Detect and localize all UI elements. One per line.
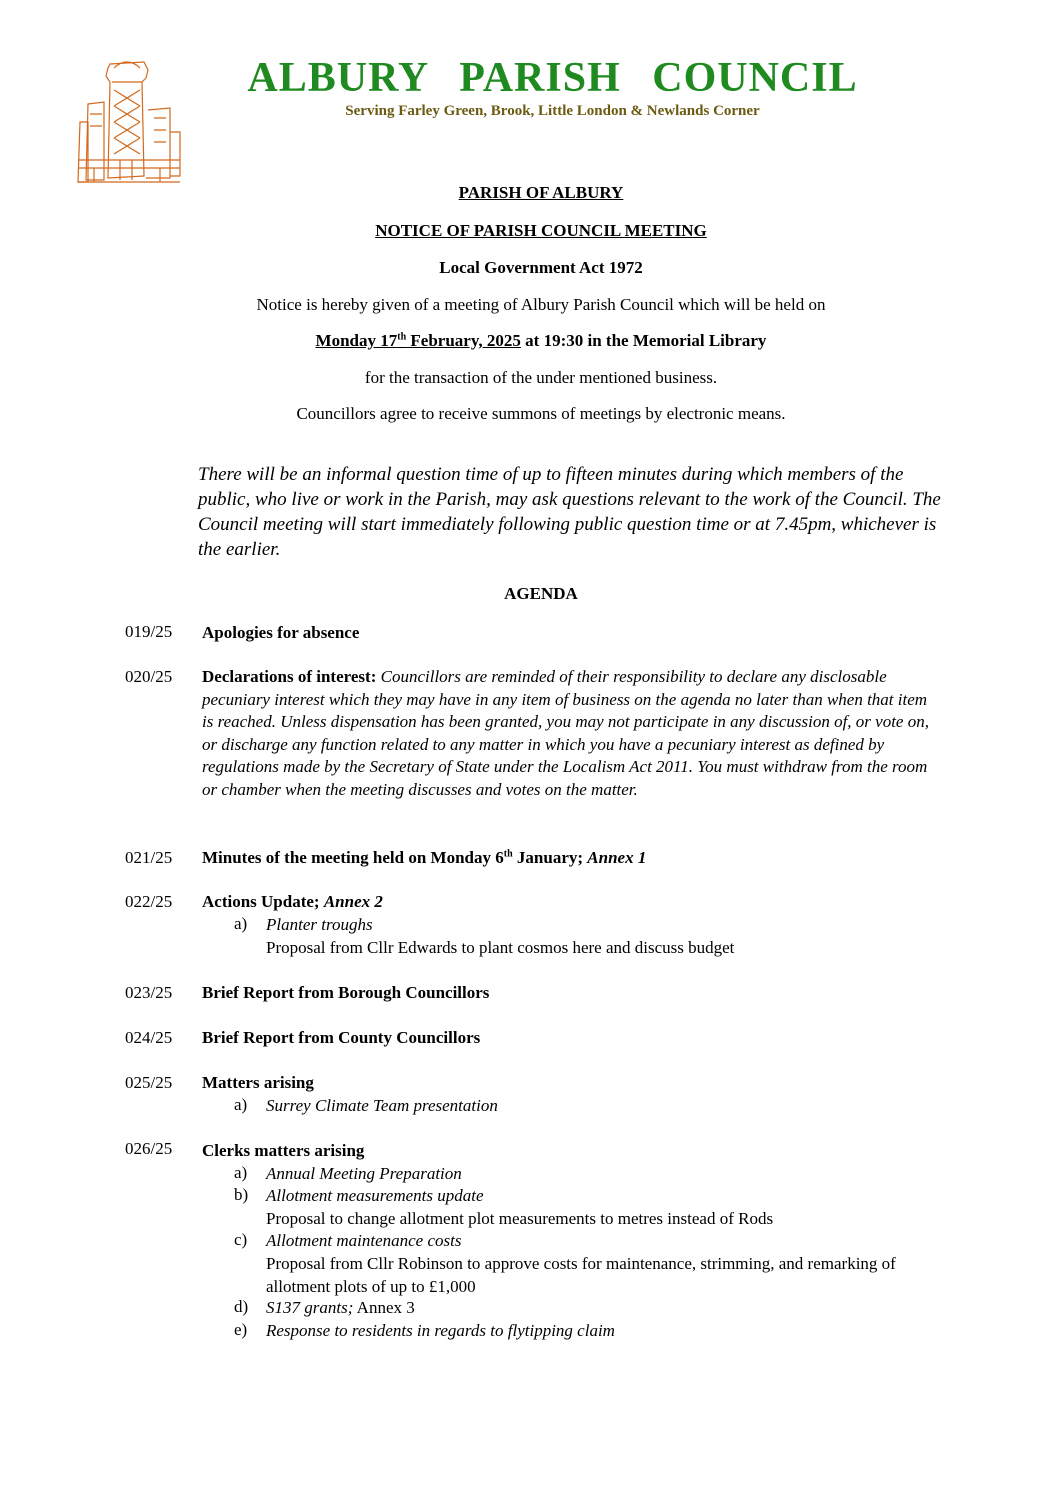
sub-letter: c) bbox=[234, 1230, 248, 1249]
sub-item-title: Surrey Climate Team presentation bbox=[266, 1096, 498, 1115]
item-number: 025/25 bbox=[125, 1073, 173, 1092]
meeting-date: Monday 17th February, 2025 at 19:30 in the Memorial Library bbox=[315, 331, 767, 350]
sub-item-title: Annual Meeting Preparation bbox=[266, 1164, 462, 1183]
item-title: Clerks matters arising bbox=[202, 1141, 365, 1160]
sub-item-text: Proposal to change allotment plot measurements to metres instead of Rods bbox=[266, 1209, 774, 1228]
sub-letter: e) bbox=[234, 1320, 248, 1339]
item-title: Matters arising bbox=[202, 1073, 314, 1092]
parish-heading: PARISH OF ALBURY bbox=[458, 183, 624, 202]
sub-letter: d) bbox=[234, 1297, 249, 1316]
question-time-note: There will be an informal question time of up to fifteen minutes during which members of the public, who live or work in the Parish, may ask questions relevant to the work of the Council. The Council meeting will start immediately following public question time or at 7.45pm, whichever is the earlier. bbox=[198, 464, 941, 560]
sub-letter: b) bbox=[234, 1185, 249, 1204]
sub-item-text: Proposal from Cllr Edwards to plant cosmos here and discuss budget bbox=[266, 938, 735, 957]
notice-intro: Notice is hereby given of a meeting of Albury Parish Council which will be held on bbox=[256, 295, 826, 314]
agenda-heading: AGENDA bbox=[504, 584, 578, 603]
minutes-item: Minutes of the meeting held on Monday 6th January; Annex 1 bbox=[202, 848, 647, 867]
notice-heading: NOTICE OF PARISH COUNCIL MEETING bbox=[375, 221, 707, 240]
albury-chimney-logo bbox=[74, 56, 184, 186]
sub-letter: a) bbox=[234, 1163, 248, 1182]
sub-item-title: Response to residents in regards to flytipping claim bbox=[266, 1321, 615, 1340]
sub-item-text: Proposal from Cllr Robinson to approve costs for maintenance, strimming, and remarking of allotment plots of up to £1,000 bbox=[266, 1254, 896, 1296]
council-title: ALBURY PARISH COUNCIL bbox=[247, 55, 858, 101]
item-number: 022/25 bbox=[125, 892, 173, 911]
sub-item-title: Allotment maintenance costs bbox=[266, 1231, 462, 1250]
item-title: Brief Report from County Councillors bbox=[202, 1028, 481, 1047]
meeting-date-underlined: Monday 17th February, 2025 bbox=[315, 331, 521, 350]
sub-letter: a) bbox=[234, 914, 248, 933]
actions-update-item: Actions Update; Annex 2 bbox=[202, 892, 383, 911]
sub-item-title: Allotment measurements update bbox=[266, 1186, 484, 1205]
sub-letter: a) bbox=[234, 1095, 248, 1114]
declarations-item: Declarations of interest: Councillors are reminded of their responsibility to declare any disclosable pecuniary interest which they may have in any item of business on the agenda no later than when that item is reached. Unless dispensation has been granted, you may not participate in any discussion of, or vote on, or discharge any function related to any matter in which you have a pecuniary interest as defined by regulations made by the Secretary of State under the Localism Act 2011. You must withdraw from the room or chamber when the meeting discusses and votes on the matter. bbox=[202, 667, 929, 799]
item-number: 023/25 bbox=[125, 983, 173, 1002]
item-title: Brief Report from Borough Councillors bbox=[202, 983, 490, 1002]
item-number: 021/25 bbox=[125, 848, 173, 867]
sub-item-title: Planter troughs bbox=[266, 915, 373, 934]
item-number: 019/25 bbox=[125, 622, 173, 641]
transaction-line: for the transaction of the under mentioned business. bbox=[364, 368, 718, 387]
item-number: 026/25 bbox=[125, 1139, 173, 1158]
item-number: 020/25 bbox=[125, 667, 173, 686]
summons-line: Councillors agree to receive summons of meetings by electronic means. bbox=[296, 404, 786, 423]
item-title: Apologies for absence bbox=[202, 623, 360, 642]
item-number: 024/25 bbox=[125, 1028, 173, 1047]
sub-item-title: S137 grants; Annex 3 bbox=[266, 1298, 415, 1317]
act-heading: Local Government Act 1972 bbox=[439, 258, 643, 277]
council-subtitle: Serving Farley Green, Brook, Little London & Newlands Corner bbox=[345, 103, 760, 119]
